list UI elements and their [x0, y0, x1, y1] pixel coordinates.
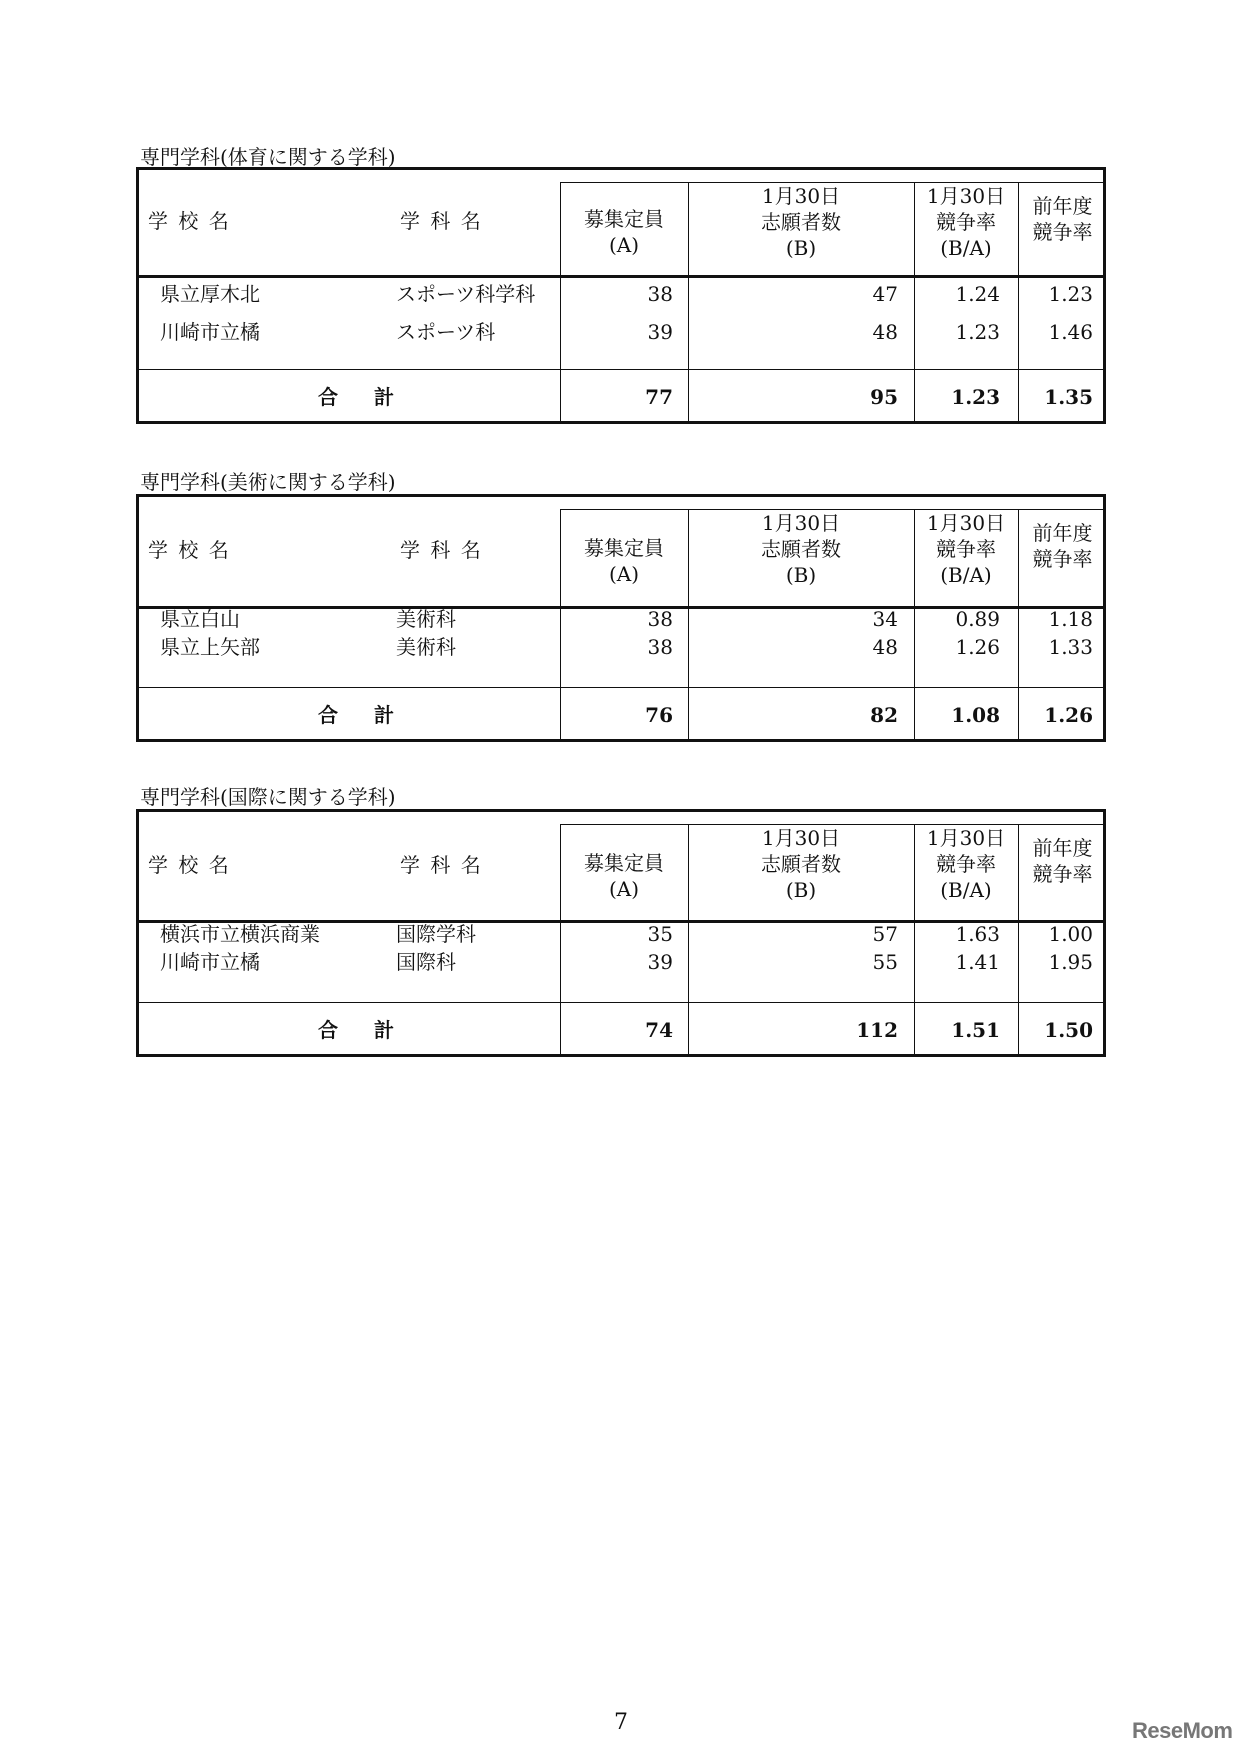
school-name: 県立厚木北 — [160, 282, 260, 306]
total-label: 合 計 — [318, 384, 402, 409]
header-ratio: 1月30日 — [926, 826, 1006, 850]
header-applicants: 1月30日 — [761, 826, 841, 850]
header-prev_ratio: 競争率 — [1032, 547, 1093, 571]
cell-capacity: 39 — [647, 320, 673, 344]
header-capacity: (A) — [608, 562, 640, 586]
header-ratio: 競争率 — [936, 852, 996, 876]
total-applicants: 82 — [870, 702, 898, 727]
total-ratio: 1.51 — [951, 1017, 1000, 1042]
cell-applicants: 55 — [872, 950, 898, 974]
cell-applicants: 48 — [872, 320, 898, 344]
divider — [560, 182, 1103, 183]
dept-name: 国際学科 — [396, 922, 476, 946]
total-prev_ratio: 1.26 — [1044, 702, 1093, 727]
total-ratio: 1.23 — [951, 384, 1000, 409]
header-applicants: 1月30日 — [761, 184, 841, 208]
cell-applicants: 34 — [872, 607, 898, 631]
resemom-logo: ReseMom — [1132, 1718, 1233, 1743]
total-capacity: 74 — [645, 1017, 673, 1042]
cell-ratio: 1.23 — [955, 320, 1000, 344]
admission-table — [136, 809, 1106, 1057]
header-ratio: 1月30日 — [926, 184, 1006, 208]
table-title: 専門学科(美術に関する学科) — [140, 470, 396, 494]
dept-name: スポーツ科学科 — [396, 282, 536, 306]
total-prev_ratio: 1.35 — [1044, 384, 1093, 409]
header-applicants: 志願者数 — [761, 537, 841, 561]
total-label: 合 計 — [318, 702, 402, 727]
header-dept: 学 科 名 — [400, 852, 483, 877]
header-school: 学 校 名 — [148, 852, 231, 877]
header-prev_ratio: 前年度 — [1032, 521, 1093, 545]
table-title: 専門学科(体育に関する学科) — [140, 145, 396, 169]
cell-ratio: 1.24 — [955, 282, 1000, 306]
school-name: 県立白山 — [160, 607, 240, 631]
header-dept: 学 科 名 — [400, 209, 483, 233]
header-dept: 学 科 名 — [400, 538, 483, 562]
school-name: 川崎市立橘 — [160, 950, 260, 974]
header-applicants: 志願者数 — [761, 210, 841, 234]
cell-capacity: 38 — [647, 607, 673, 631]
cell-capacity: 39 — [647, 950, 673, 974]
total-applicants: 95 — [870, 384, 898, 409]
cell-applicants: 48 — [872, 635, 898, 659]
divider — [139, 1002, 1103, 1003]
header-school: 学 校 名 — [148, 209, 231, 233]
cell-capacity: 38 — [647, 282, 673, 306]
cell-capacity: 35 — [647, 922, 673, 946]
header-ratio: (B/A) — [940, 878, 992, 902]
total-applicants: 112 — [856, 1017, 898, 1042]
header-prev_ratio: 前年度 — [1032, 194, 1093, 218]
cell-prev_ratio: 1.00 — [1048, 922, 1093, 946]
header-prev_ratio: 前年度 — [1032, 836, 1093, 860]
header-capacity: 募集定員 — [584, 850, 664, 875]
cell-ratio: 0.89 — [955, 607, 1000, 631]
table-title: 専門学科(国際に関する学科) — [140, 785, 396, 809]
dept-name: 美術科 — [396, 607, 456, 631]
cell-prev_ratio: 1.33 — [1048, 635, 1093, 659]
cell-applicants: 47 — [872, 282, 898, 306]
school-name: 川崎市立橘 — [160, 320, 260, 344]
header-capacity: 募集定員 — [584, 536, 664, 560]
header-capacity: (A) — [608, 876, 640, 901]
cell-prev_ratio: 1.18 — [1048, 607, 1093, 631]
total-label: 合 計 — [318, 1017, 402, 1042]
cell-prev_ratio: 1.95 — [1048, 950, 1093, 974]
school-name: 県立上矢部 — [160, 635, 260, 659]
divider — [560, 509, 1103, 510]
divider — [139, 275, 1103, 278]
cell-prev_ratio: 1.23 — [1048, 282, 1093, 306]
total-capacity: 76 — [645, 702, 673, 727]
header-school: 学 校 名 — [148, 538, 231, 562]
admission-table — [136, 167, 1106, 424]
cell-applicants: 57 — [872, 922, 898, 946]
header-capacity: (A) — [608, 233, 640, 257]
divider — [560, 824, 1103, 825]
school-name: 横浜市立横浜商業 — [160, 922, 320, 946]
cell-prev_ratio: 1.46 — [1048, 320, 1093, 344]
dept-name: 美術科 — [396, 635, 456, 659]
total-ratio: 1.08 — [951, 702, 1000, 727]
dept-name: スポーツ科 — [396, 320, 496, 344]
admission-table — [136, 494, 1106, 742]
header-applicants: (B) — [785, 878, 817, 902]
header-ratio: 競争率 — [936, 210, 996, 234]
cell-capacity: 38 — [647, 635, 673, 659]
header-ratio: 1月30日 — [926, 511, 1006, 535]
total-prev_ratio: 1.50 — [1044, 1017, 1093, 1042]
header-ratio: (B/A) — [940, 236, 992, 260]
header-ratio: (B/A) — [940, 563, 992, 587]
header-prev_ratio: 競争率 — [1032, 220, 1093, 244]
header-applicants: 志願者数 — [761, 852, 841, 876]
header-applicants: 1月30日 — [761, 511, 841, 535]
header-ratio: 競争率 — [936, 537, 996, 561]
divider — [139, 369, 1103, 370]
cell-ratio: 1.26 — [955, 635, 1000, 659]
cell-ratio: 1.63 — [955, 922, 1000, 946]
header-capacity: 募集定員 — [584, 207, 664, 231]
dept-name: 国際科 — [396, 950, 456, 974]
header-applicants: (B) — [785, 563, 817, 587]
page-number: 7 — [614, 1710, 628, 1735]
header-prev_ratio: 競争率 — [1032, 862, 1093, 886]
header-applicants: (B) — [785, 236, 817, 260]
divider — [139, 687, 1103, 688]
cell-ratio: 1.41 — [955, 950, 1000, 974]
total-capacity: 77 — [645, 384, 673, 409]
